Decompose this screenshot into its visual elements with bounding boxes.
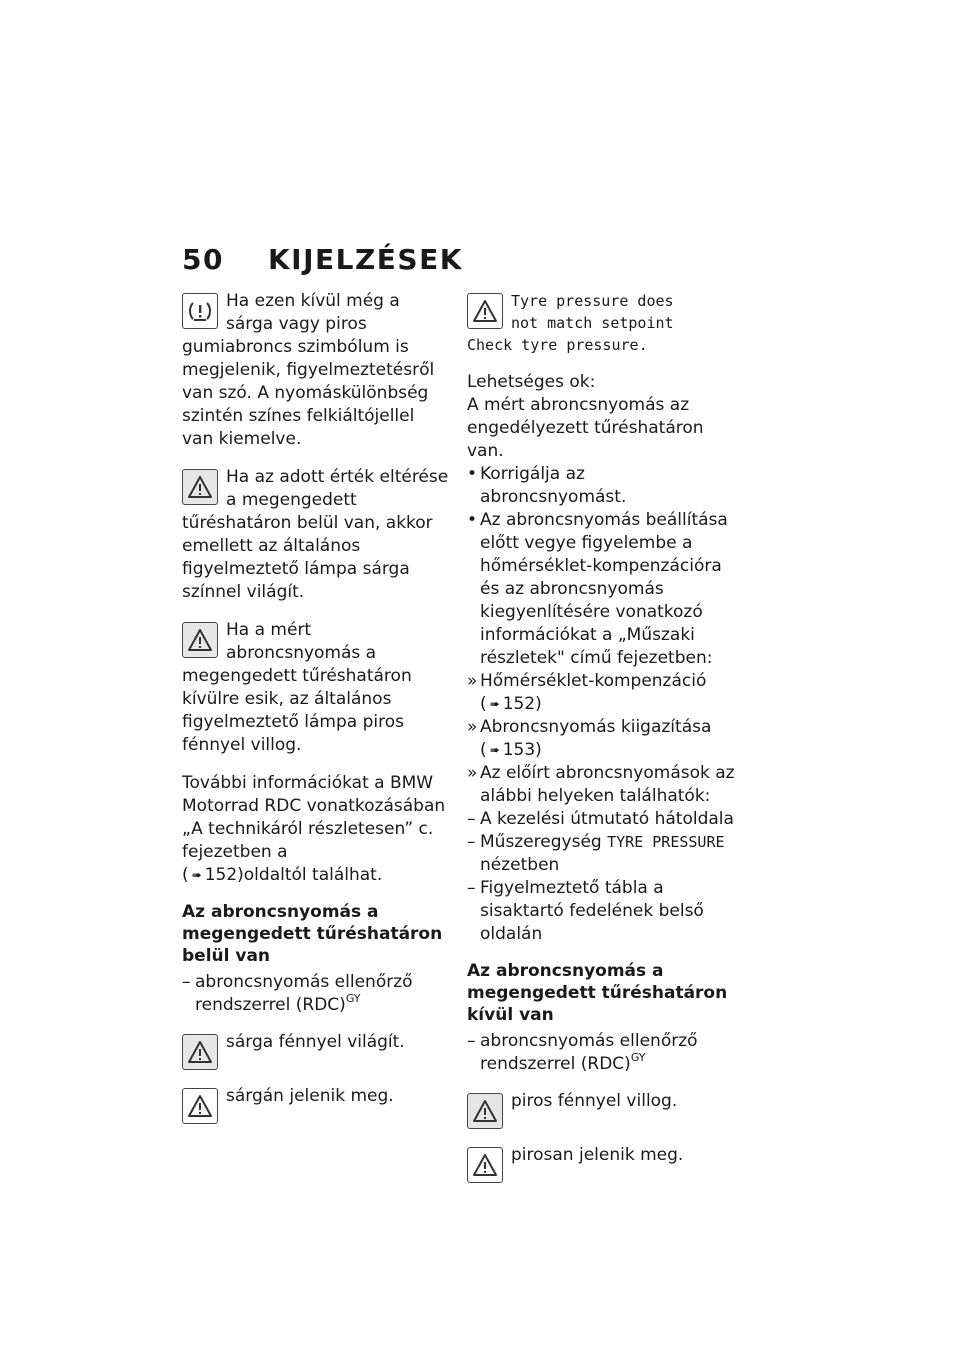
reference-item: » Hőmérséklet-kompenzáció ( ➠ 152)	[467, 671, 707, 714]
warning-triangle-icon	[182, 622, 218, 658]
page-reference-link[interactable]: 152)	[502, 694, 542, 714]
red-light-line: piros fénnyel villog.	[467, 1090, 735, 1129]
yellow-display-line: sárgán jelenik meg.	[182, 1085, 450, 1124]
paragraph-text: Ha ezen kívül még a sárga vagy piros gumiabroncs szimbólum is megjelenik, figyelmeztetésről van szó. A nyomáskülönbség szintén színes felkiáltójellel van kiemelve.	[182, 291, 435, 449]
tire-pressure-warning-icon	[182, 293, 218, 329]
warning-triangle-icon	[467, 293, 503, 329]
list-item: – Figyelmeztető tábla a sisaktartó fedelének belső oldalán	[467, 878, 704, 944]
page-reference-arrow-icon: ➠	[191, 868, 202, 882]
yellow-warning-paragraph	[182, 466, 450, 604]
list-item: • Korrigálja az abroncsnyomást.	[467, 464, 627, 507]
section-heading: Az abroncsnyomás a megengedett tűréshatáron belül van	[182, 902, 443, 966]
list-item: – abroncsnyomás ellenőrző rendszerrel (RDC)$^{GY}$	[467, 1031, 698, 1074]
list-item: – abroncsnyomás ellenőrző rendszerrel (RDC)$^{GY}$	[182, 972, 413, 1015]
warning-triangle-icon	[182, 1034, 218, 1070]
display-message	[467, 290, 735, 356]
left-column	[182, 290, 450, 1139]
red-display-line: pirosan jelenik meg.	[467, 1144, 735, 1183]
red-warning-paragraph	[182, 619, 450, 757]
page-reference-link[interactable]: 153)	[502, 740, 542, 760]
list-item: – A kezelési útmutató hátoldala	[467, 809, 734, 829]
section-title: KIJELZÉSEK	[267, 243, 463, 276]
page-header	[182, 243, 463, 283]
yellow-light-line: sárga fénnyel világít.	[182, 1031, 450, 1070]
warning-triangle-icon	[467, 1093, 503, 1129]
warning-triangle-icon	[182, 1088, 218, 1124]
warning-triangle-icon	[467, 1147, 503, 1183]
paragraph-text: Ha az adott érték eltérése a megengedett tűréshatáron belül van, akkor emellett az általános figyelmeztető lámpa sárga színnel világít.	[182, 467, 449, 602]
more-info-paragraph: További információkat a BMW Motorrad RDC vonatkozásában „A technikáról részletesen” c. fejezetben a ( ➠ 152)oldaltól találhat.	[182, 773, 446, 885]
page-reference-link[interactable]: 152)oldaltól találhat.	[204, 865, 383, 885]
page-reference-arrow-icon: ➠	[489, 697, 500, 711]
display-text-line: not match setpoint	[511, 314, 674, 332]
display-text-line: Check tyre pressure.	[467, 336, 648, 354]
reference-item: » Abroncsnyomás kiigazítása ( ➠ 153)	[467, 717, 712, 760]
cause-text: A mért abroncsnyomás az engedélyezett tűréshatáron van.	[467, 395, 704, 461]
tire-pressure-paragraph	[182, 290, 450, 451]
reference-item: » Az előírt abroncsnyomások az alábbi helyeken találhatók:	[467, 763, 735, 806]
right-column	[467, 290, 735, 1198]
list-item: • Az abroncsnyomás beállítása előtt vegye figyelembe a hőmérséklet-kompenzációra és az abroncsnyomás kiegyenlítésére vonatkozó információkat a „Műszaki részletek" című fejezetben:	[467, 510, 728, 668]
paragraph-text: Ha a mért abroncsnyomás a megengedett tűréshatáron kívülre esik, az általános figyelmeztető lámpa piros fénnyel villog.	[182, 620, 412, 755]
warning-triangle-icon	[182, 469, 218, 505]
list-item: – Műszeregység TYRE PRESSURE nézetben	[467, 832, 725, 875]
cause-label: Lehetséges ok:	[467, 372, 596, 392]
page-number: 50	[182, 243, 224, 276]
display-text-line: Tyre pressure does	[511, 292, 674, 310]
section-heading: Az abroncsnyomás a megengedett tűréshatáron kívül van	[467, 961, 728, 1025]
page-reference-arrow-icon: ➠	[489, 743, 500, 757]
